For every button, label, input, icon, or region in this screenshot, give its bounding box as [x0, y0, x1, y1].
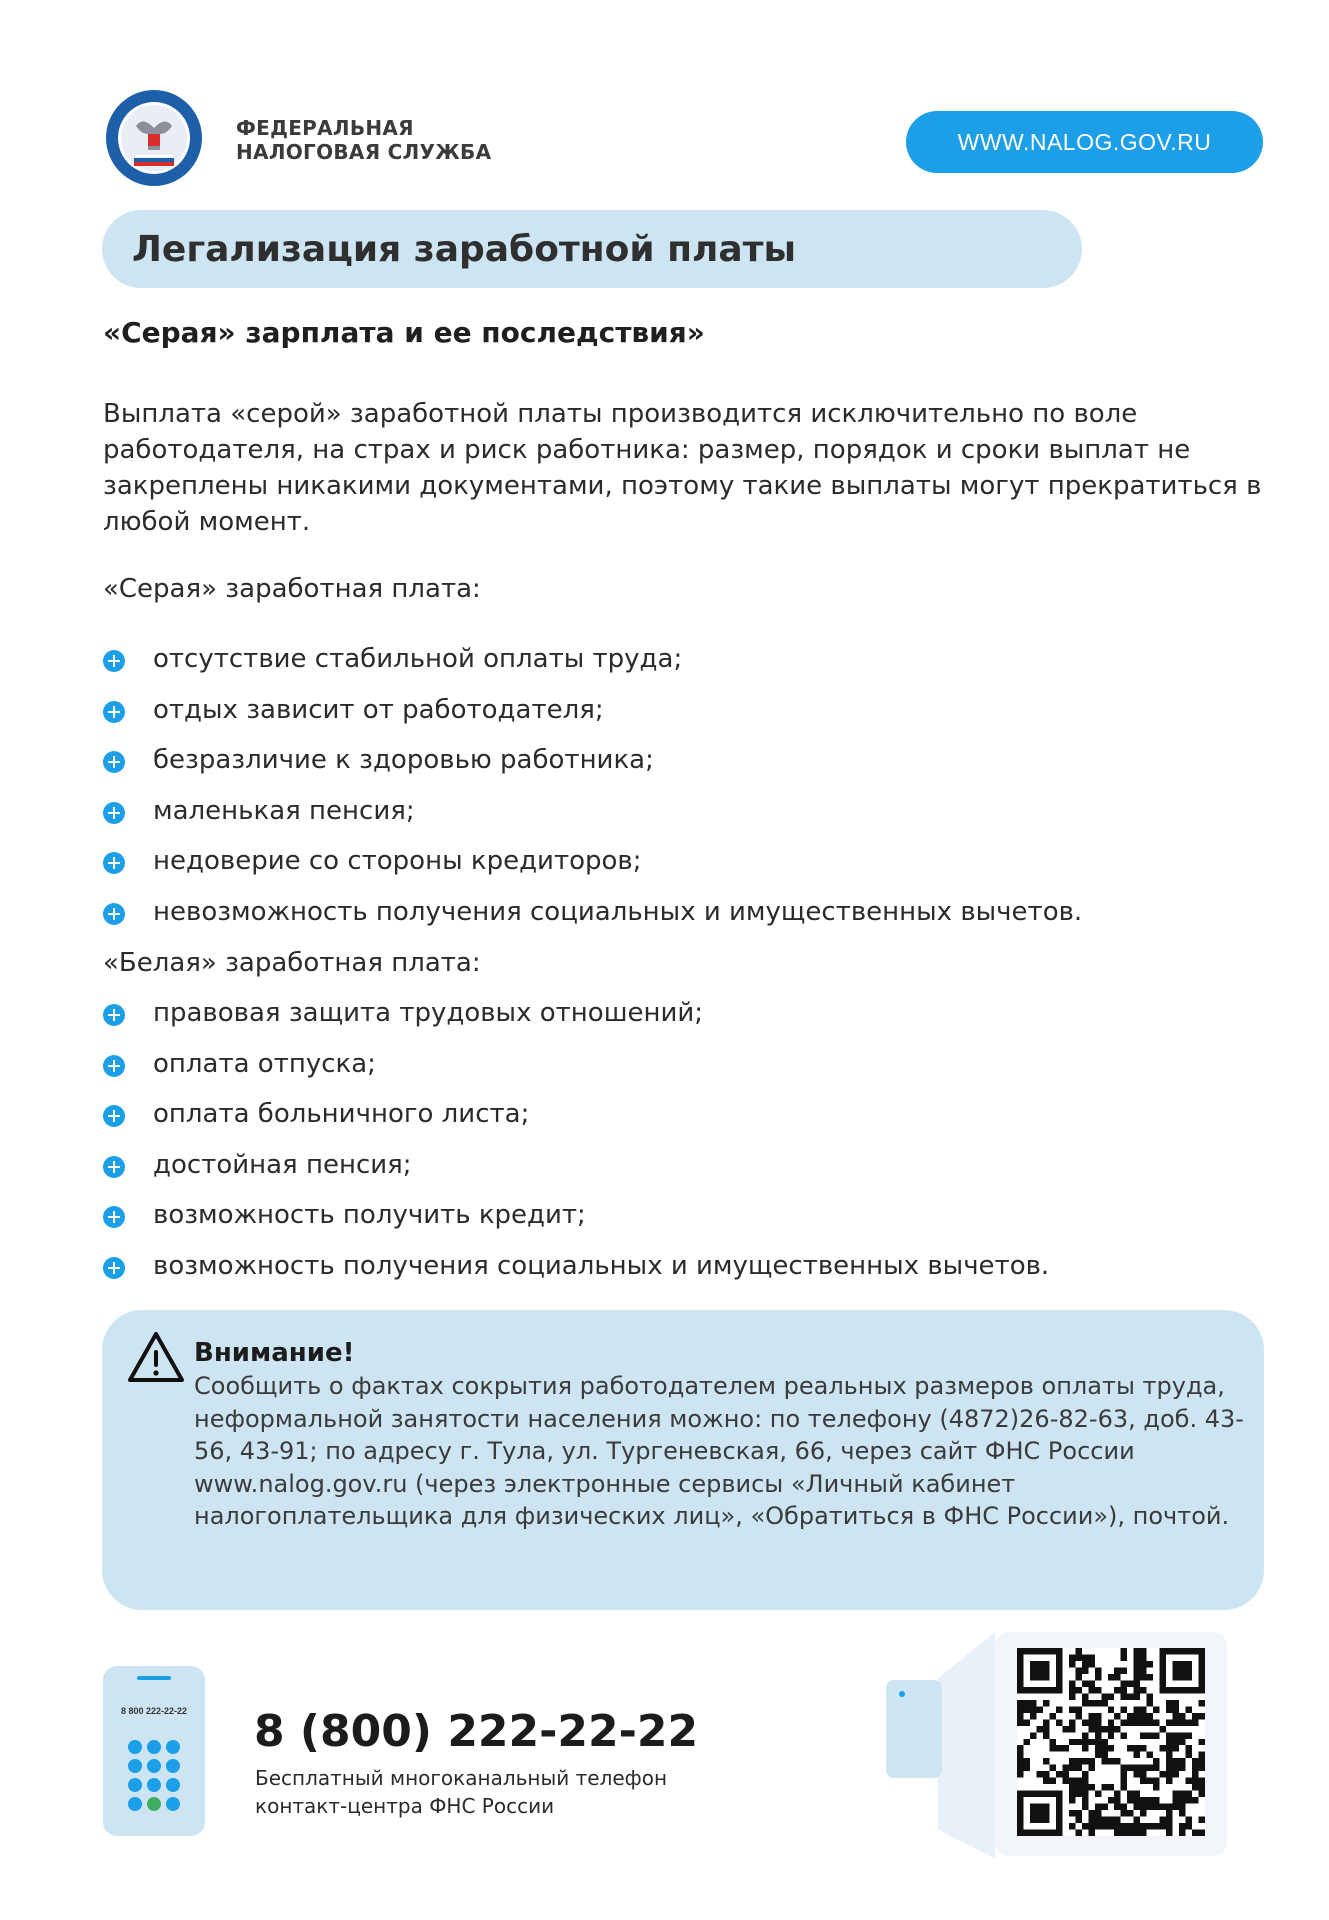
list-item: [103, 695, 1082, 746]
plus-circle-icon: [103, 852, 125, 874]
list-item: [103, 1049, 1049, 1100]
list-item: [103, 1200, 1049, 1251]
list-item: [103, 846, 1082, 897]
list-item-text: оплата больничного листа;: [153, 1099, 530, 1129]
intro-paragraph: Выплата «серой» заработной платы производится исключительно по воле работодателя, на страх и риск работника: размер, порядок и сроки выплат не закреплены никакими документами, поэтому такие выплаты могут прекратиться в любой момент.: [103, 399, 1262, 537]
list-item: [103, 644, 1082, 695]
page-title: Легализация заработной платы: [132, 228, 797, 270]
hotline-number[interactable]: 8 (800) 222-22-22: [254, 1706, 699, 1757]
phone-keypad: [128, 1740, 180, 1811]
plus-circle-icon: [103, 1105, 125, 1127]
site-link-button[interactable]: WWW.NALOG.GOV.RU: [906, 111, 1263, 173]
phone-icon-number: 8 800 222-22-22: [120, 1706, 188, 1716]
list-item: [103, 796, 1082, 847]
list-item-text: достойная пенсия;: [153, 1149, 412, 1180]
phone-icon: [103, 1666, 205, 1836]
list-item: [103, 1251, 1049, 1302]
list-item-text: возможность получить кредит;: [153, 1200, 586, 1230]
list-item-text: недоверие со стороны кредиторов;: [153, 846, 642, 876]
list-item: [103, 998, 1049, 1049]
plus-circle-icon: [103, 751, 125, 773]
plus-circle-icon: [103, 1156, 125, 1178]
plus-circle-icon: [103, 1206, 125, 1228]
list-item: [103, 1099, 1049, 1150]
plus-circle-icon: [103, 802, 125, 824]
phone-speaker: [137, 1676, 171, 1680]
org-name-line1: ФЕДЕРАЛЬНАЯ: [236, 116, 414, 140]
plus-circle-icon: [103, 1257, 125, 1279]
hotline-description: Бесплатный многоканальный телефон контакт-центра ФНС России: [255, 1766, 668, 1818]
org-name-line2: НАЛОГОВАЯ СЛУЖБА: [236, 140, 492, 164]
list-item-text: возможность получения социальных и имущественных вычетов.: [153, 1250, 1050, 1281]
org-name: [236, 116, 491, 164]
list-item-text: безразличие к здоровью работника;: [153, 745, 654, 775]
list-item-text: невозможность получения социальных и имущественных вычетов.: [153, 896, 1083, 927]
plus-circle-icon: [103, 903, 125, 925]
list-item: [103, 1150, 1049, 1201]
list-item-text: отдых зависит от работодателя;: [153, 694, 604, 725]
gray-salary-label: «Серая» заработная плата:: [103, 574, 481, 604]
attention-text: Сообщить о фактах сокрытия работодателем реальных размеров оплаты труда, неформальной занятости населения можно: по телефону (4872)26-82-63, доб. 43-56, 43-91; по адресу г. Тула, ул. Тургеневская, 66, через сайт ФНС России www.nalog.gov.ru (через электронные сервисы «Личный кабинет налогоплательщика для физических лиц», «Обратиться в ФНС России»), почтой.: [194, 1372, 1244, 1530]
list-item-text: отсутствие стабильной оплаты труда;: [153, 644, 683, 674]
list-item: [103, 897, 1082, 948]
plus-circle-icon: [103, 701, 125, 723]
plus-circle-icon: [103, 650, 125, 672]
list-item-text: оплата отпуска;: [153, 1048, 376, 1079]
page-subtitle: «Серая» зарплата и ее последствия»: [103, 316, 705, 349]
title-bar: [102, 210, 1082, 288]
fns-emblem-icon: [104, 88, 204, 188]
attention-title: Внимание!: [194, 1338, 355, 1368]
list-item-text: маленькая пенсия;: [153, 795, 415, 826]
list-item-text: правовая защита трудовых отношений;: [153, 998, 704, 1028]
list-item: [103, 745, 1082, 796]
plus-circle-icon: [103, 1004, 125, 1026]
attention-panel: [102, 1310, 1264, 1610]
plus-circle-icon: [103, 1055, 125, 1077]
warning-icon: [126, 1330, 186, 1386]
white-salary-label: «Белая» заработная плата:: [103, 948, 481, 978]
gray-salary-list: [103, 644, 1082, 947]
white-salary-list: [103, 998, 1049, 1301]
qr-code-icon[interactable]: [1017, 1648, 1205, 1836]
